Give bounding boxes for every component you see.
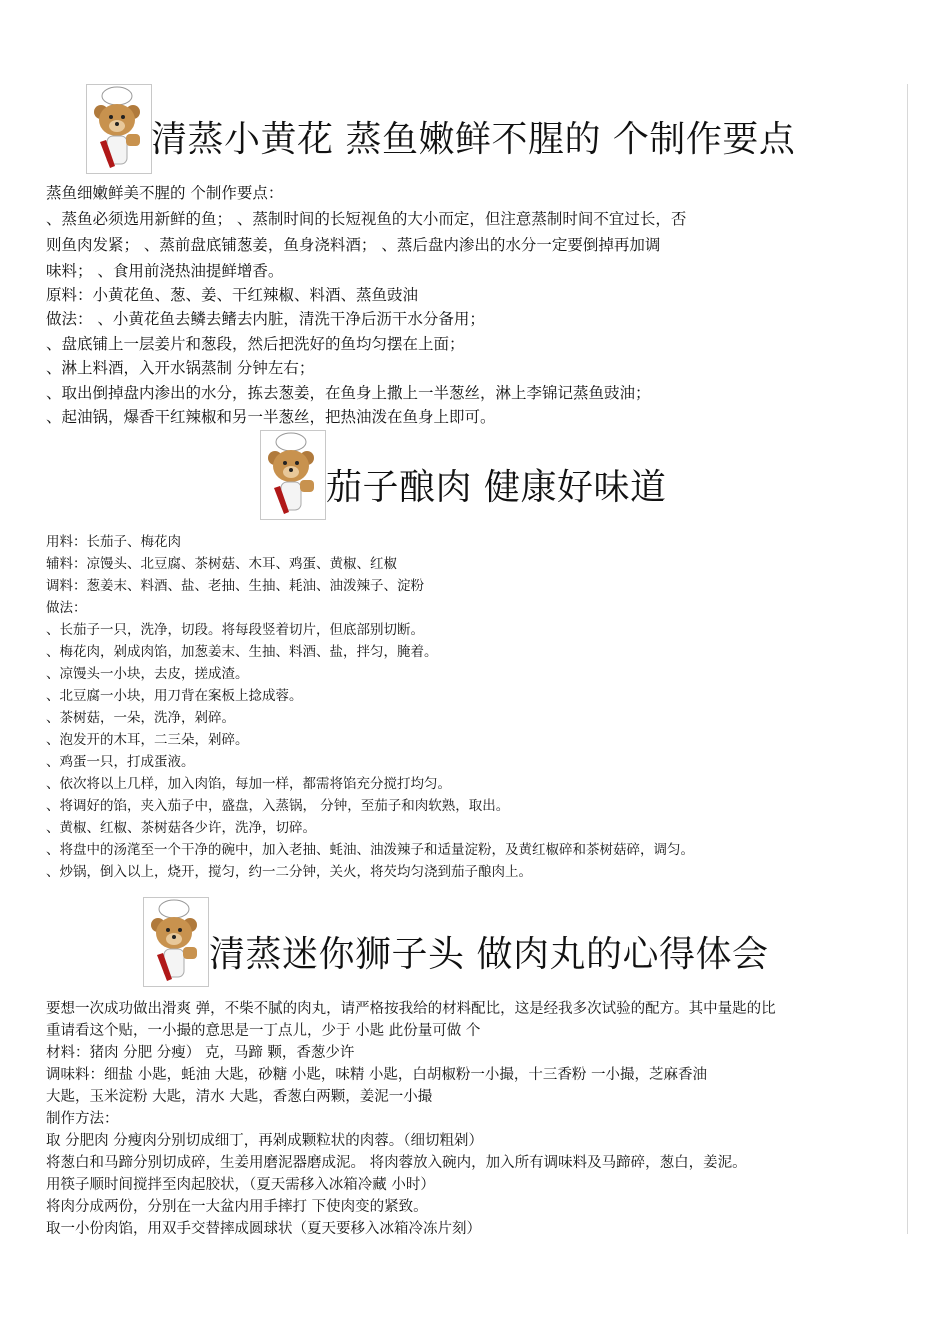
section-title-1: 清蒸小黄花 蒸鱼嫩鲜不腥的 个制作要点	[151, 119, 796, 160]
text-line: 材料：猪肉 分肥 分瘦） 克，马蹄 颗，香葱少许	[46, 1045, 355, 1061]
section-title-2: 茄子酿肉 健康好味道	[326, 467, 667, 508]
text-line: 、梅花肉，剁成肉馅，加葱姜末、生抽、料酒、盐，拌匀，腌着。	[46, 644, 438, 660]
text-line: 、黄椒、红椒、茶树菇各少许，洗净，切碎。	[46, 820, 316, 836]
text-line: 做法： 、小黄花鱼去鳞去鳍去内脏，清洗干净后沥干水分备用；	[46, 310, 485, 328]
text-line: 大匙，玉米淀粉 大匙，清水 大匙，香葱白两颗，姜泥一小撮	[46, 1089, 433, 1105]
text-line: 、依次将以上几样，加入肉馅，每加一样，都需将馅充分搅打均匀。	[46, 776, 451, 792]
text-line: 做法：	[46, 600, 87, 616]
text-line: 用料：长茄子、梅花肉	[46, 534, 181, 550]
text-line: 取 分肥肉 分瘦肉分别切成细丁，再剁成颗粒状的肉蓉。（细切粗剁）	[46, 1133, 483, 1149]
text-line: 将葱白和马蹄分别切成碎，生姜用磨泥器磨成泥。 将肉蓉放入碗内，加入所有调味料及马蹄碎，葱白，姜泥。	[46, 1155, 747, 1171]
text-line: 辅料：凉馒头、北豆腐、茶树菇、木耳、鸡蛋、黄椒、红椒	[46, 556, 397, 572]
text-line: 重请看这个贴，一小撮的意思是一丁点儿，少于 小匙 此份量可做 个	[46, 1023, 481, 1039]
section-title-3: 清蒸迷你狮子头 做肉丸的心得体会	[209, 934, 769, 975]
text-line: 、盘底铺上一层姜片和葱段，然后把洗好的鱼均匀摆在上面；	[46, 335, 465, 353]
text-line: 、凉馒头一小块，去皮，搓成渣。	[46, 666, 249, 682]
text-line: 蒸鱼细嫩鲜美不腥的 个制作要点：	[46, 184, 284, 202]
text-line: 将肉分成两份，分别在一大盆内用手摔打 下使肉变的紧致。	[46, 1199, 428, 1215]
text-line: 、长茄子一只，洗净，切段。将每段竖着切片，但底部别切断。	[46, 622, 424, 638]
chef-bear-icon	[86, 84, 152, 174]
text-line: 、将盘中的汤滗至一个干净的碗中，加入老抽、蚝油、油泼辣子和适量淀粉，及黄红椒碎和茶树菇碎，调匀。	[46, 842, 694, 858]
text-line: 、将调好的馅，夹入茄子中，盛盘，入蒸锅， 分钟，至茄子和肉软熟，取出。	[46, 798, 510, 814]
text-line: 取一小份肉馅，用双手交替摔成圆球状（夏天要移入冰箱冷冻片刻）	[46, 1221, 481, 1237]
text-line: 调料：葱姜末、料酒、盐、老抽、生抽、耗油、油泼辣子、淀粉	[46, 578, 424, 594]
chef-bear-icon	[260, 430, 326, 520]
text-line: 、泡发开的木耳，二三朵，剁碎。	[46, 732, 249, 748]
text-line: 调味料：细盐 小匙，蚝油 大匙，砂糖 小匙，味精 小匙，白胡椒粉一小撮，十三香粉 一小撮，芝麻香油	[46, 1067, 708, 1083]
text-line: 味料； 、食用前浇热油提鲜增香。	[46, 262, 284, 280]
text-line: 则鱼肉发紧； 、蒸前盘底铺葱姜，鱼身浇料酒； 、蒸后盘内渗出的水分一定要倒掉再加调	[46, 236, 661, 254]
text-line: 、北豆腐一小块，用刀背在案板上捻成蓉。	[46, 688, 303, 704]
text-line: 要想一次成功做出滑爽 弹，不柴不腻的肉丸，请严格按我给的材料配比，这是经我多次试验的配方。其中量匙的比	[46, 1001, 776, 1017]
text-line: 、茶树菇，一朵，洗净，剁碎。	[46, 710, 235, 726]
text-line: 用筷子顺时间搅拌至肉起胶状，（夏天需移入冰箱冷藏 小时）	[46, 1177, 435, 1193]
text-line: 、鸡蛋一只，打成蛋液。	[46, 754, 195, 770]
text-line: 、淋上料酒，入开水锅蒸制 分钟左右；	[46, 359, 315, 377]
text-line: 原料：小黄花鱼、葱、姜、干红辣椒、料酒、蒸鱼豉油	[46, 286, 419, 304]
chef-bear-icon	[143, 897, 209, 987]
text-line: 、炒锅，倒入以上，烧开，搅匀，约一二分钟，关火，将芡均匀浇到茄子酿肉上。	[46, 864, 532, 880]
text-line: 、取出倒掉盘内渗出的水分，拣去葱姜，在鱼身上撒上一半葱丝，淋上李锦记蒸鱼豉油；	[46, 384, 651, 402]
text-line: 、起油锅，爆香干红辣椒和另一半葱丝，把热油泼在鱼身上即可。	[46, 408, 496, 426]
right-margin-rule	[907, 84, 908, 1234]
text-line: 、蒸鱼必须选用新鲜的鱼； 、蒸制时间的长短视鱼的大小而定，但注意蒸制时间不宜过长，否	[46, 210, 687, 228]
text-line: 制作方法：	[46, 1111, 119, 1127]
